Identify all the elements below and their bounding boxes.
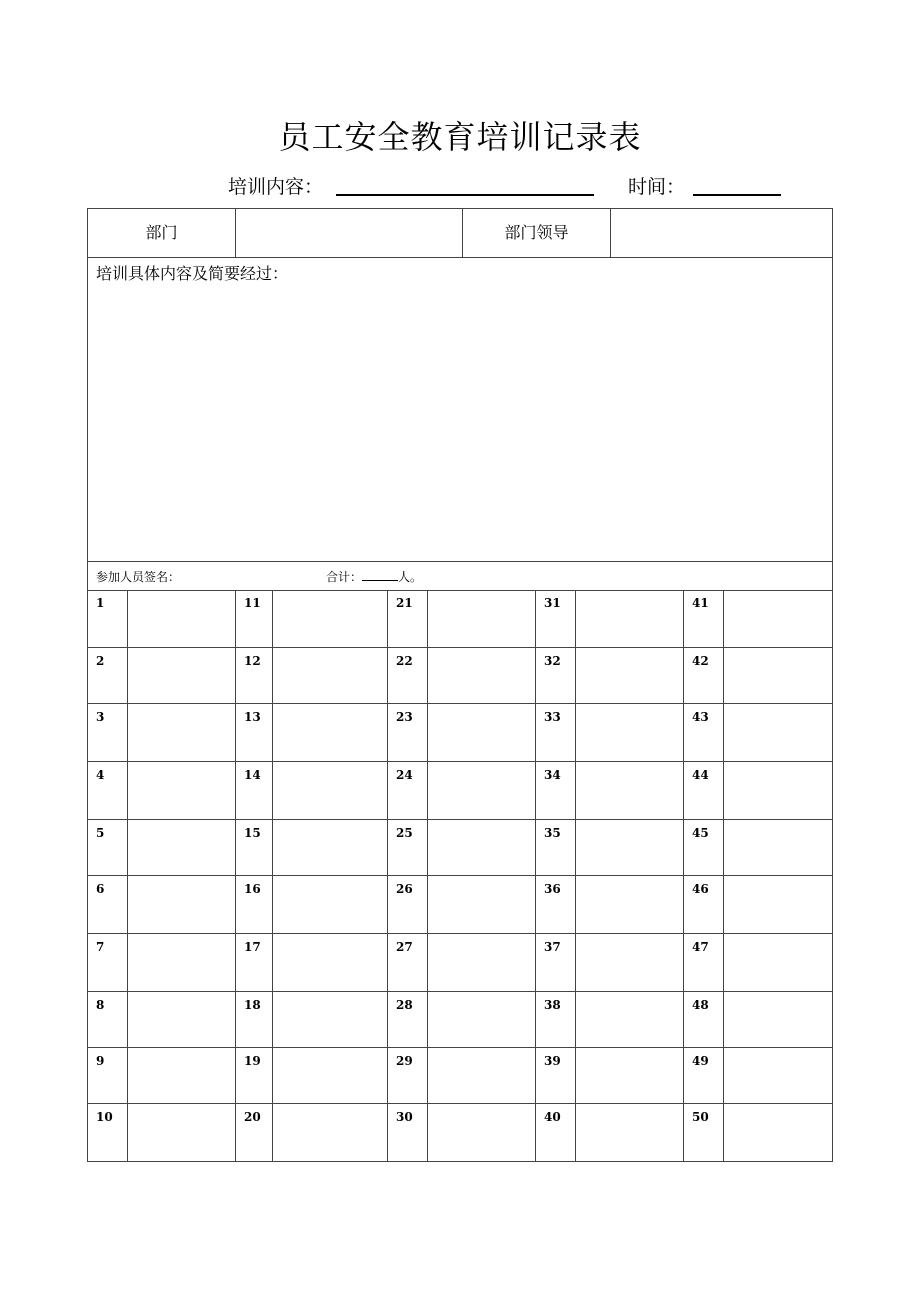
attendee-number: 28 bbox=[388, 992, 428, 1047]
attendee-signature-field[interactable] bbox=[724, 934, 832, 991]
attendee-signature-field[interactable] bbox=[128, 762, 236, 819]
leader-label: 部门领导 bbox=[463, 209, 611, 257]
attendee-signature-field[interactable] bbox=[128, 934, 236, 991]
attendee-signature-field[interactable] bbox=[724, 992, 832, 1047]
page-title: 员工安全教育培训记录表 bbox=[278, 118, 642, 156]
attendee-number: 40 bbox=[536, 1104, 576, 1162]
attendee-number: 1 bbox=[88, 590, 128, 647]
attendee-row bbox=[88, 590, 832, 648]
attendee-signature-field[interactable] bbox=[576, 876, 684, 933]
attendee-row bbox=[88, 934, 832, 992]
total-field[interactable] bbox=[362, 568, 398, 581]
attendee-number: 4 bbox=[88, 762, 128, 819]
attendee-signature-field[interactable] bbox=[128, 876, 236, 933]
attendee-number: 43 bbox=[684, 704, 724, 761]
attendee-row bbox=[88, 704, 832, 762]
time-label: 时间： bbox=[628, 176, 686, 198]
attendee-signature-field[interactable] bbox=[128, 704, 236, 761]
attendee-signature-field[interactable] bbox=[576, 1048, 684, 1103]
attendee-signature-field[interactable] bbox=[428, 1104, 536, 1162]
attendee-signature-field[interactable] bbox=[128, 1048, 236, 1103]
attendee-number: 20 bbox=[236, 1104, 273, 1162]
department-label: 部门 bbox=[88, 209, 236, 257]
attendee-number: 48 bbox=[684, 992, 724, 1047]
attendee-number: 45 bbox=[684, 820, 724, 875]
record-form bbox=[87, 208, 833, 1162]
attendee-number: 23 bbox=[388, 704, 428, 761]
attendee-signature-field[interactable] bbox=[576, 648, 684, 703]
signature-label: 参加人员签名： bbox=[96, 570, 181, 584]
attendee-signature-field[interactable] bbox=[428, 876, 536, 933]
attendee-row bbox=[88, 876, 832, 934]
attendee-number: 32 bbox=[536, 648, 576, 703]
signature-grid bbox=[88, 590, 832, 1162]
department-row bbox=[88, 209, 832, 258]
attendee-number: 14 bbox=[236, 762, 273, 819]
attendee-signature-field[interactable] bbox=[273, 704, 388, 761]
attendee-signature-field[interactable] bbox=[273, 1048, 388, 1103]
attendee-number: 38 bbox=[536, 992, 576, 1047]
attendee-row bbox=[88, 648, 832, 704]
attendee-number: 13 bbox=[236, 704, 273, 761]
attendee-row bbox=[88, 820, 832, 876]
attendee-number: 21 bbox=[388, 590, 428, 647]
attendee-signature-field[interactable] bbox=[428, 992, 536, 1047]
attendee-row bbox=[88, 992, 832, 1048]
attendee-number: 9 bbox=[88, 1048, 128, 1103]
attendee-signature-field[interactable] bbox=[576, 992, 684, 1047]
attendee-number: 34 bbox=[536, 762, 576, 819]
attendee-signature-field[interactable] bbox=[576, 934, 684, 991]
attendee-signature-field[interactable] bbox=[576, 704, 684, 761]
attendee-number: 49 bbox=[684, 1048, 724, 1103]
attendee-signature-field[interactable] bbox=[128, 590, 236, 647]
attendee-number: 8 bbox=[88, 992, 128, 1047]
attendee-number: 39 bbox=[536, 1048, 576, 1103]
attendee-number: 33 bbox=[536, 704, 576, 761]
attendee-number: 10 bbox=[88, 1104, 128, 1162]
attendee-number: 3 bbox=[88, 704, 128, 761]
attendee-signature-field[interactable] bbox=[128, 648, 236, 703]
attendee-number: 37 bbox=[536, 934, 576, 991]
attendee-signature-field[interactable] bbox=[128, 992, 236, 1047]
attendee-number: 11 bbox=[236, 590, 273, 647]
attendee-signature-field[interactable] bbox=[273, 590, 388, 647]
attendee-number: 30 bbox=[388, 1104, 428, 1162]
attendee-signature-field[interactable] bbox=[428, 762, 536, 819]
attendee-signature-field[interactable] bbox=[724, 648, 832, 703]
attendee-signature-field[interactable] bbox=[128, 1104, 236, 1162]
attendee-number: 6 bbox=[88, 876, 128, 933]
attendee-number: 16 bbox=[236, 876, 273, 933]
attendee-signature-field[interactable] bbox=[576, 820, 684, 875]
total-prefix: 合计： bbox=[326, 570, 363, 584]
attendee-signature-field[interactable] bbox=[128, 820, 236, 875]
attendee-signature-field[interactable] bbox=[724, 590, 832, 647]
attendee-number: 26 bbox=[388, 876, 428, 933]
attendee-signature-field[interactable] bbox=[724, 1104, 832, 1162]
subheader bbox=[0, 170, 920, 200]
attendee-signature-field[interactable] bbox=[724, 876, 832, 933]
attendee-number: 46 bbox=[684, 876, 724, 933]
signature-header-row bbox=[88, 561, 832, 591]
attendee-number: 7 bbox=[88, 934, 128, 991]
attendee-number: 22 bbox=[388, 648, 428, 703]
content-label: 培训具体内容及简要经过： bbox=[96, 264, 289, 283]
attendee-number: 18 bbox=[236, 992, 273, 1047]
attendee-number: 35 bbox=[536, 820, 576, 875]
attendee-number: 36 bbox=[536, 876, 576, 933]
attendee-number: 29 bbox=[388, 1048, 428, 1103]
leader-field[interactable] bbox=[611, 209, 832, 257]
attendee-signature-field[interactable] bbox=[273, 648, 388, 703]
attendee-number: 31 bbox=[536, 590, 576, 647]
attendee-number: 27 bbox=[388, 934, 428, 991]
attendee-row bbox=[88, 762, 832, 820]
time-field[interactable] bbox=[693, 194, 781, 196]
total-count bbox=[326, 568, 422, 585]
attendee-number: 5 bbox=[88, 820, 128, 875]
training-content-label: 培训内容： bbox=[228, 176, 324, 198]
attendee-signature-field[interactable] bbox=[428, 934, 536, 991]
content-area[interactable] bbox=[88, 257, 832, 562]
attendee-signature-field[interactable] bbox=[273, 762, 388, 819]
attendee-signature-field[interactable] bbox=[576, 762, 684, 819]
attendee-number: 25 bbox=[388, 820, 428, 875]
attendee-number: 15 bbox=[236, 820, 273, 875]
attendee-number: 47 bbox=[684, 934, 724, 991]
attendee-number: 2 bbox=[88, 648, 128, 703]
attendee-signature-field[interactable] bbox=[428, 648, 536, 703]
attendee-signature-field[interactable] bbox=[724, 820, 832, 875]
attendee-row bbox=[88, 1048, 832, 1104]
attendee-signature-field[interactable] bbox=[428, 590, 536, 647]
department-field[interactable] bbox=[236, 209, 463, 257]
attendee-signature-field[interactable] bbox=[576, 1104, 684, 1162]
attendee-number: 24 bbox=[388, 762, 428, 819]
attendee-signature-field[interactable] bbox=[273, 876, 388, 933]
attendee-signature-field[interactable] bbox=[273, 934, 388, 991]
attendee-signature-field[interactable] bbox=[724, 704, 832, 761]
attendee-number: 17 bbox=[236, 934, 273, 991]
attendee-signature-field[interactable] bbox=[273, 1104, 388, 1162]
attendee-number: 50 bbox=[684, 1104, 724, 1162]
attendee-number: 41 bbox=[684, 590, 724, 647]
attendee-row bbox=[88, 1104, 832, 1162]
attendee-signature-field[interactable] bbox=[273, 992, 388, 1047]
attendee-signature-field[interactable] bbox=[724, 762, 832, 819]
attendee-signature-field[interactable] bbox=[576, 590, 684, 647]
attendee-signature-field[interactable] bbox=[428, 820, 536, 875]
total-suffix: 人。 bbox=[398, 570, 423, 584]
attendee-signature-field[interactable] bbox=[428, 1048, 536, 1103]
attendee-number: 19 bbox=[236, 1048, 273, 1103]
attendee-signature-field[interactable] bbox=[273, 820, 388, 875]
attendee-signature-field[interactable] bbox=[724, 1048, 832, 1103]
attendee-number: 42 bbox=[684, 648, 724, 703]
attendee-signature-field[interactable] bbox=[428, 704, 536, 761]
training-content-field[interactable] bbox=[336, 194, 594, 196]
attendee-number: 12 bbox=[236, 648, 273, 703]
attendee-number: 44 bbox=[684, 762, 724, 819]
